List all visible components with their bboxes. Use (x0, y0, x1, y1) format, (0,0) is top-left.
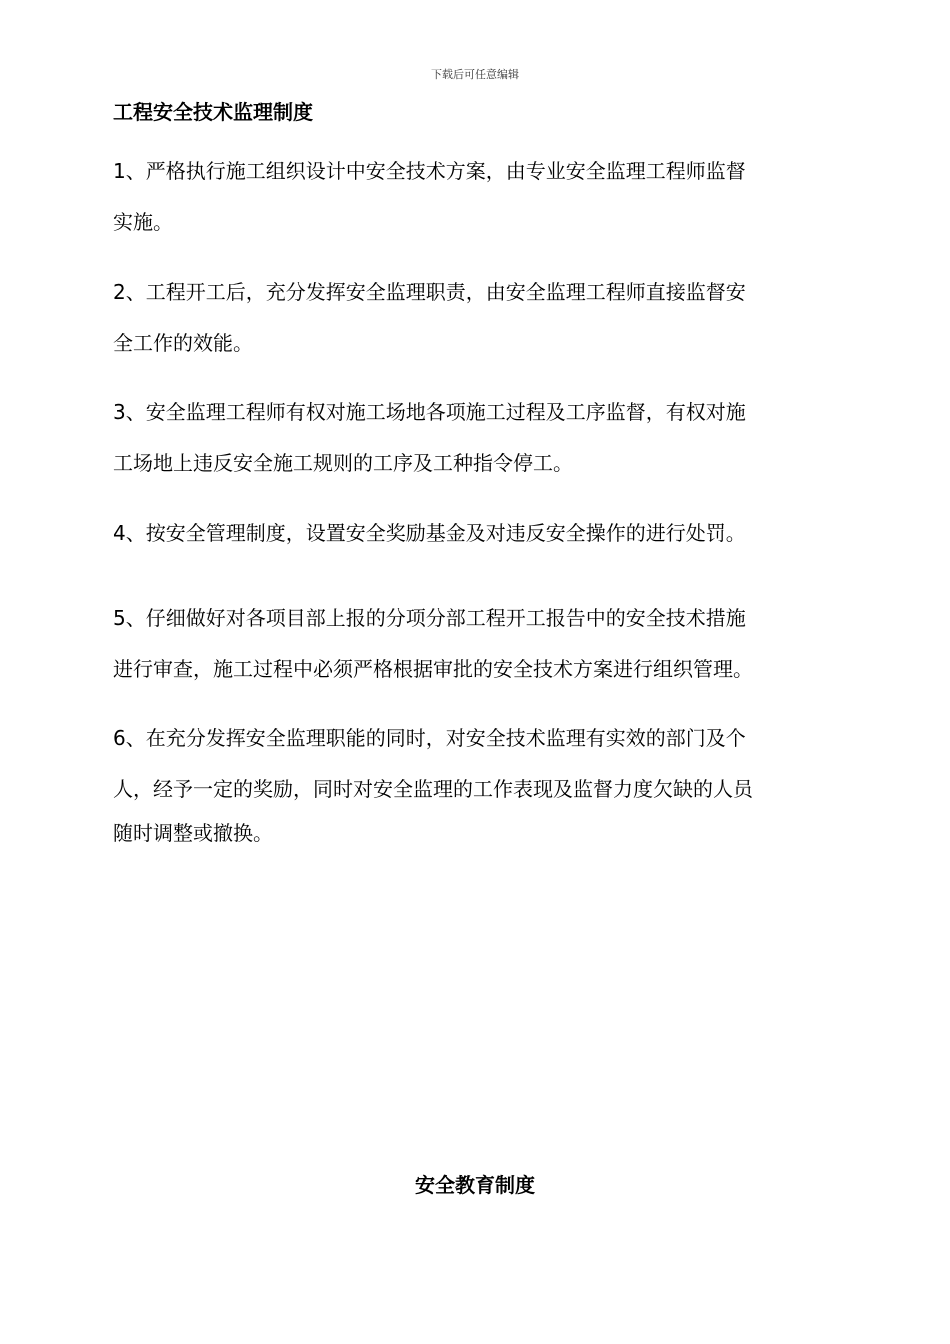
paragraph-line: 人，经予一定的奖励，同时对安全监理的工作表现及监督力度欠缺的人员 (113, 777, 753, 801)
paragraph-line: 6、在充分发挥安全监理职能的同时，对安全技术监理有实效的部门及个 (113, 726, 746, 750)
paragraph-4 (113, 508, 833, 559)
paragraph-line: 5、仔细做好对各项目部上报的分项分部工程开工报告中的安全技术措施 (113, 606, 746, 630)
section-title: 安全教育制度 (415, 1173, 535, 1197)
paragraph-line: 随时调整或撤换。 (113, 821, 273, 845)
paragraph-5 (113, 593, 833, 695)
paragraph-line: 2、工程开工后，充分发挥安全监理职责，由安全监理工程师直接监督安 (113, 280, 746, 304)
document-title: 工程安全技术监理制度 (113, 100, 313, 124)
paragraph-6 (113, 713, 833, 851)
paragraph-2 (113, 267, 833, 369)
paragraph-line: 实施。 (113, 210, 173, 234)
paragraph-1 (113, 146, 833, 248)
paragraph-line: 全工作的效能。 (113, 331, 253, 355)
paragraph-line: 4、按安全管理制度，设置安全奖励基金及对违反安全操作的进行处罚。 (113, 521, 746, 545)
paragraph-line: 工场地上违反安全施工规则的工序及工种指令停工。 (113, 451, 573, 475)
paragraph-line: 进行审查，施工过程中必须严格根据审批的安全技术方案进行组织管理。 (113, 657, 753, 681)
paragraph-line: 3、安全监理工程师有权对施工场地各项施工过程及工序监督，有权对施 (113, 400, 746, 424)
paragraph-3 (113, 387, 833, 489)
paragraph-line: 1、严格执行施工组织设计中安全技术方案，由专业安全监理工程师监督 (113, 159, 746, 183)
header-note: 下载后可任意编辑 (431, 68, 519, 81)
